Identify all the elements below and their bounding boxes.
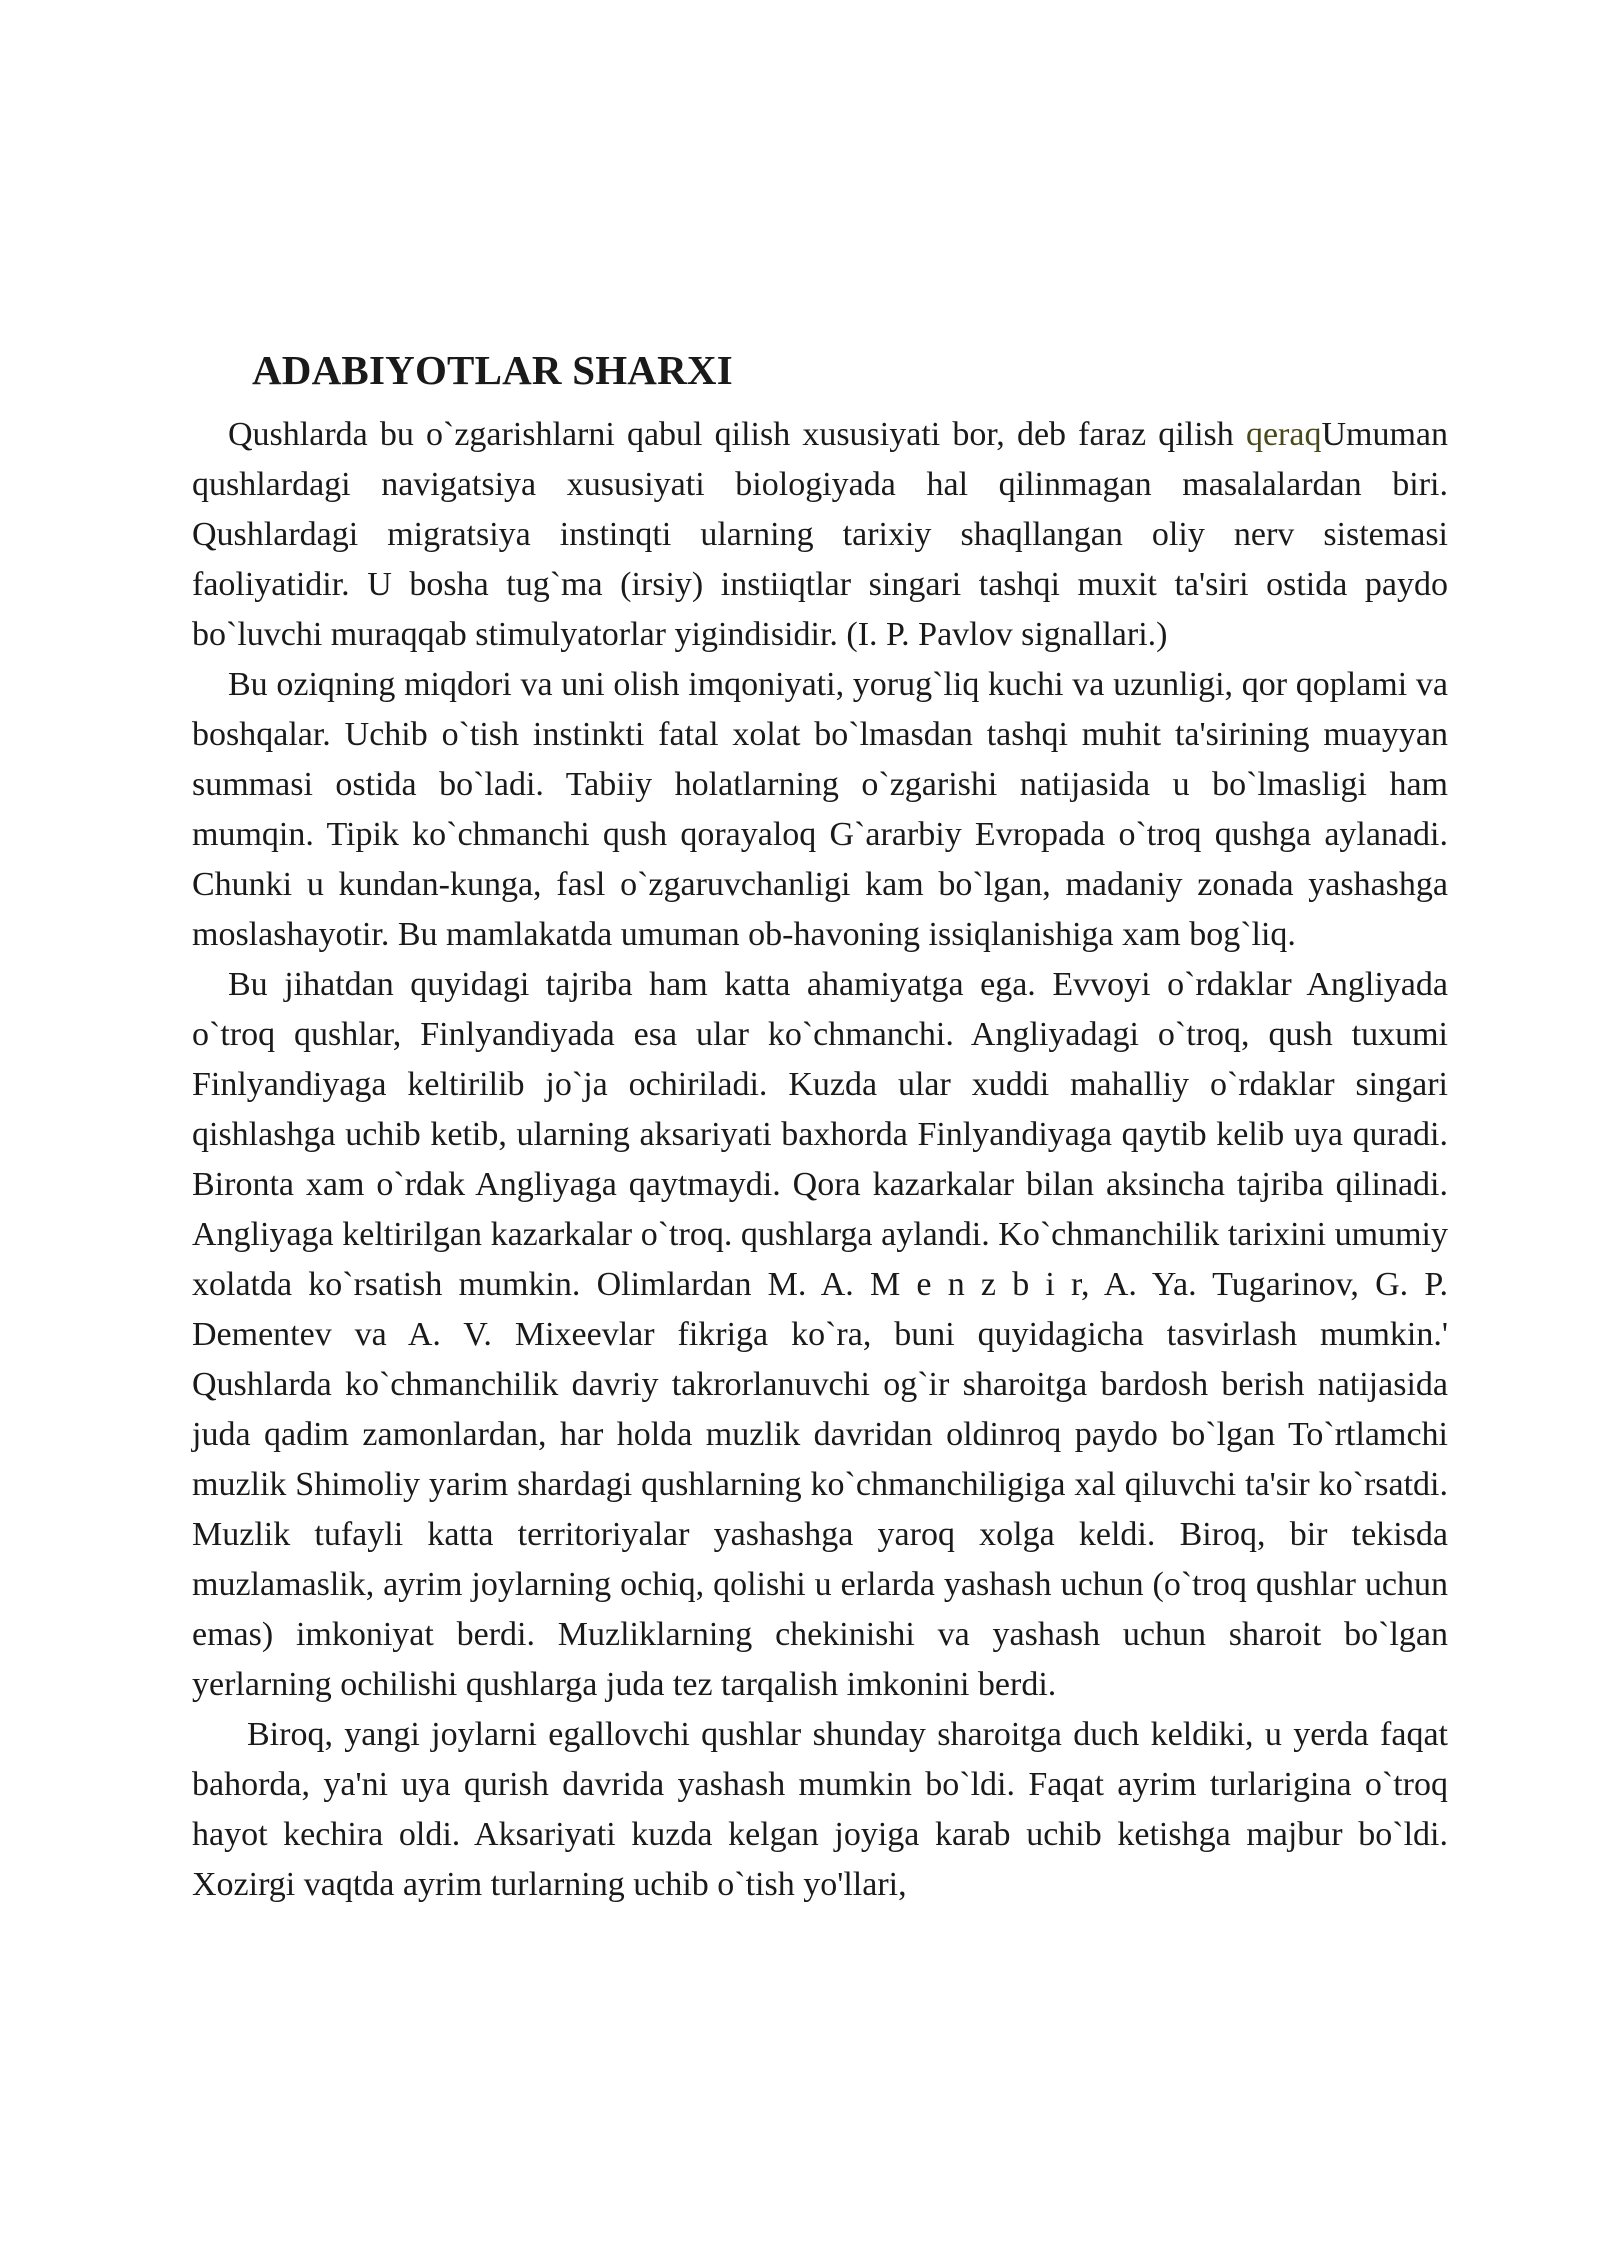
paragraph-1 <box>192 410 1448 660</box>
document-page <box>192 340 1448 1910</box>
paragraph-2: Bu oziqning miqdori va uni olish imqoniyati, yorug`liq kuchi va uzunligi, qor qoplami va boshqalar. Uchib o`tish instinkti fatal xolat bo`lmasdan tashqi muhit ta'sirining muayyan summasi ostida bo`ladi. Tabiiy holatlarning o`zgarishi natijasida u bo`lmasligi ham mumqin. Tipik ko`chmanchi qush qorayaloq G`ararbiy Evropada o`troq qushga aylanadi. Chunki u kundan-kunga, fasl o`zgaruvchanligi kam bo`lgan, madaniy zonada yashashga moslashayotir. Bu mamlakatda umuman ob-havoning issiqlanishiga xam bog`liq. <box>192 666 1448 953</box>
paragraph-1-rest: Umuman qushlardagi navigatsiya xususiyati biologiyada hal qilinmagan masalalardan biri. Qushlardagi migratsiya instinqti ularning tarixiy shaqllangan oliy nerv sistemasi faoliyatidir. U bosha tug`ma (irsiy) instiiqtlar singari tashqi muxit ta'siri ostida paydo bo`luvchi muraqqab stimulyatorlar yigindisidir. (I. P. Pavlov signallari.) <box>192 416 1448 653</box>
paragraph-3: Bu jihatdan quyidagi tajriba ham katta ahamiyatga ega. Evvoyi o`rdaklar Angliyada o`troq qushlar, Finlyandiyada esa ular ko`chmanchi. Angliyadagi o`troq, qush tuxumi Finlyandiyaga keltirilib jo`ja ochiriladi. Kuzda ular xuddi mahalliy o`rdaklar singari qishlashga uchib ketib, ularning aksariyati baxhorda Finlyandiyaga qaytib kelib uya quradi. Bironta xam o`rdak Angliyaga qaytmaydi. Qora kazarkalar bilan aksincha tajriba qilinadi. Angliyaga keltirilgan kazarkalar o`troq. qushlarga aylandi. Ko`chmanchilik tarixini umumiy xolatda ko`rsatish mumkin. Olimlardan M. A. M e n z b i r, A. Ya. Tugarinov, G. P. Dementev va A. V. Mixeevlar fikriga ko`ra, buni quyidagicha tasvirlash mumkin.' Qushlarda ko`chmanchilik davriy takrorlanuvchi og`ir sharoitga bardosh berish natijasida juda qadim zamonlardan, har holda muzlik davridan oldinroq paydo bo`lgan To`rtlamchi muzlik Shimoliy yarim shardagi qushlarning ko`chmanchiligiga xal qiluvchi ta'sir ko`rsatdi. Muzlik tufayli katta territoriyalar yashashga yaroq xolga keldi. Biroq, bir tekisda muzlamaslik, ayrim joylarning ochiq, qolishi u erlarda yashash uchun (o`troq qushlar uchun emas) imkoniyat berdi. Muzliklarning chekinishi va yashash uchun sharoit bo`lgan yerlarning ochilishi qushlarga juda tez tarqalish imkonini berdi. <box>192 966 1448 1703</box>
section-heading: ADABIYOTLAR SHARXI <box>252 347 733 393</box>
paragraph-1-lead: Qushlarda bu o`zgarishlarni qabul qilish xususiyati bor, deb faraz qilish <box>228 416 1246 453</box>
paragraph-4: Biroq, yangi joylarni egallovchi qushlar shunday sharoitga duch keldiki, u yerda faqat bahorda, ya'ni uya qurish davrida yashash mumkin bo`ldi. Faqat ayrim turlarigina o`troq hayot kechira oldi. Aksariyati kuzda kelgan joyiga karab uchib ketishga majbur bo`ldi. Xozirgi vaqtda ayrim turlarning uchib o`tish yo'llari, <box>192 1716 1448 1903</box>
paragraph-1-accent-word: qeraq <box>1245 416 1322 453</box>
